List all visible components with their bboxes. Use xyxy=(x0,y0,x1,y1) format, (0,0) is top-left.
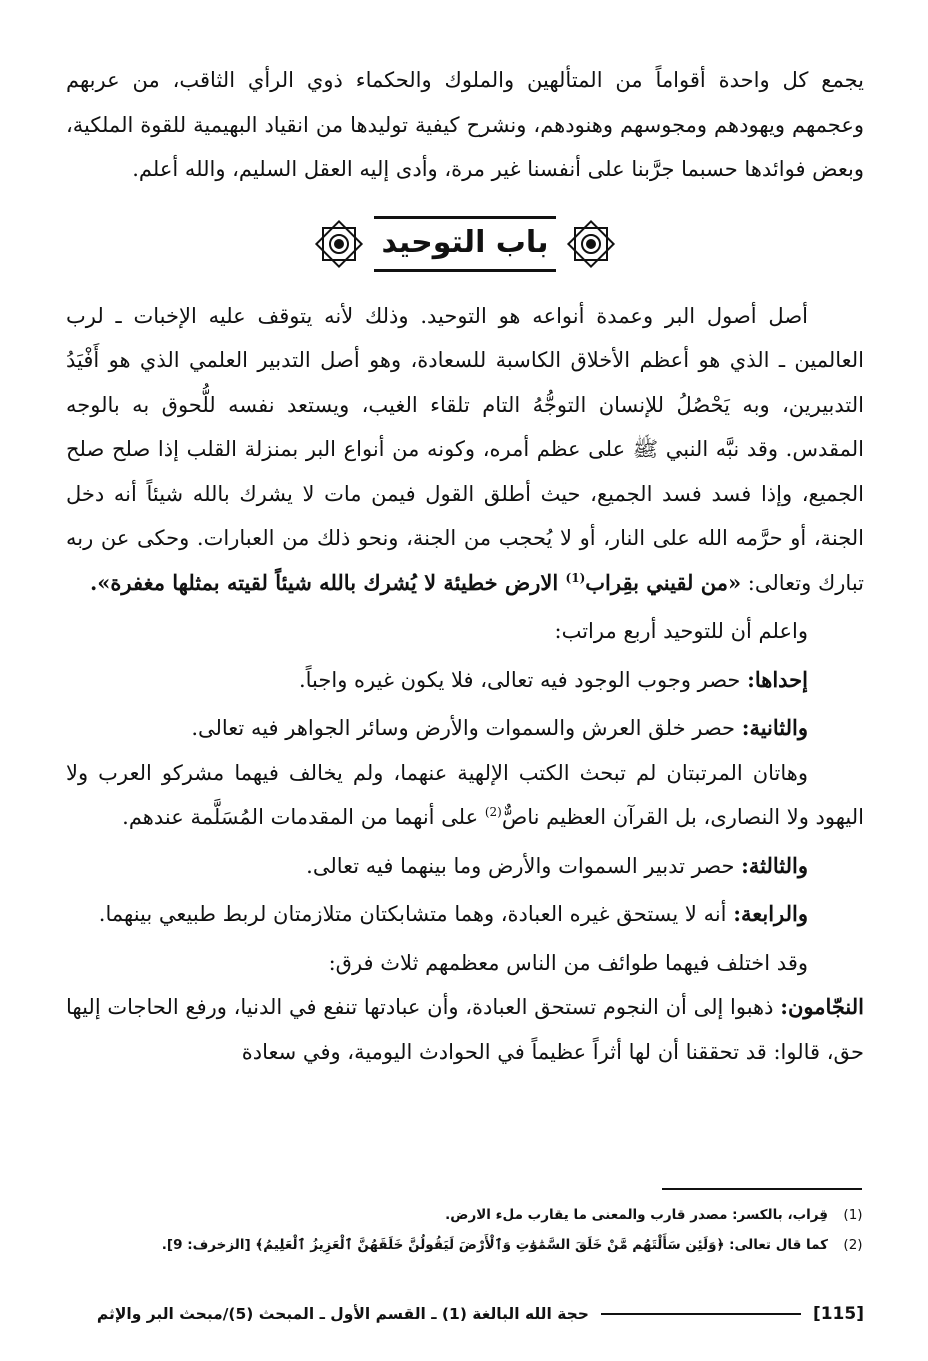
chapter-title: باب التوحيد xyxy=(374,216,557,272)
main-paragraph-text: أصل أصول البر وعمدة أنواعه هو التوحيد. وذلك لأنه يتوقف عليه الإخبات ـ لرب العالمين ـ الذي هو أعظم الأخلاق الكاسبة للسعادة، وهو أصل التدبير العلمي الذي هو أَفْيَدُ التدبيرين، وبه يَحْصُلُ للإنسان التوجُّهُ التام تلقاء الغيب، ويستعد نفسه للُّحوق به بالوجه المقدس. وقد نبَّه النبي ﷺ على عظم أمره، وكونه من أنواع البر بمنزلة القلب إذا صلح صلح الجميع، وإذا فسد فسد الجميع، حيث أطلق القول فيمن مات لا يشرك بالله شيئاً أنه دخل الجنة، أو حرَّمه الله على النار، أو لا يُحجب من الجنة، ونحو ذلك من العبارات. وحكى عن ربه تبارك وتعالى: xyxy=(66,303,864,595)
disagreement-intro: وقد اختلف فيهما طوائف من الناس معظمهم ثلاث فرق: xyxy=(328,950,808,975)
hadith-part-2: الارض خطيئة لا يُشرك بالله شيئاً لقيته بمثلها مغفرة». xyxy=(89,569,566,595)
najjamun-label: النجّامون: xyxy=(780,994,864,1019)
hadith-part-1: «من لقيني بقِراب xyxy=(585,569,742,595)
footnotes xyxy=(66,1200,864,1260)
rank-2-text: حصر خلق العرش والسموات والأرض وسائر الجواهر فيه تعالى. xyxy=(191,716,742,740)
page-number: [115] xyxy=(812,1304,864,1324)
running-title: حجة الله البالغة (1) ـ القسم الأول ـ المبحث (5)/مبحث البر والإثم xyxy=(96,1305,589,1323)
rank-4-text: أنه لا يستحق غيره العبادة، وهما متشابكتان متلازمتان لربط طبيعي بينهما. xyxy=(98,902,734,926)
footnote-2-text: كما قال تعالى: ﴿وَلَئِن سَأَلْتَهُم مَّنْ خَلَقَ السَّمَٰوَٰتِ وَٱلْأَرْضَ لَيَقُولُنَّ خَلَقَهُنَّ ٱلْعَزِيزُ ٱلْعَلِيمُ﴾ [الزخرف: 9]. xyxy=(161,1237,828,1253)
rank-1 xyxy=(66,658,864,703)
footnote-1-marker[interactable]: (1) xyxy=(565,570,586,585)
rank-4-label: والرابعة: xyxy=(733,901,808,926)
footnote-1-number: (1) xyxy=(843,1207,863,1223)
ranks-1-2-comment xyxy=(66,751,864,840)
page-footer xyxy=(66,1296,864,1332)
hadith-quote xyxy=(90,570,741,595)
star-ornament-icon xyxy=(564,217,618,271)
footnote-1-text: قِراب، بالكسر: مصدر قارب والمعنى ما يقارب ملء الارض. xyxy=(445,1207,828,1223)
rank-1-text: حصر وجوب الوجود فيه تعالى، فلا يكون غيره واجباً. xyxy=(298,667,748,692)
rank-3-text: حصر تدبير السموات والأرض وما بينهما فيه تعالى. xyxy=(306,853,742,878)
najjamun-paragraph xyxy=(66,985,864,1074)
rank-2-label: والثانية: xyxy=(741,715,808,740)
ranks-comment-part-1: وهاتان المرتبتان لم تبحث الكتب الإلهية عنهما، ولم يخالف فيهما مشركو العرب ولا اليهود ولا النصارى، بل القرآن العظيم ناصٌّ xyxy=(66,760,864,829)
rank-3 xyxy=(66,844,864,889)
star-ornament-icon xyxy=(312,217,366,271)
rank-1-label: إحداها: xyxy=(747,666,808,692)
rank-2 xyxy=(66,706,864,751)
footnote-2-marker[interactable]: (2) xyxy=(484,805,502,819)
page-body xyxy=(66,58,864,1074)
najjamun-text: ذهبوا إلى أن النجوم تستحق العبادة، وأن عبادتها تنفع في الدنيا، ورفع الحاجات إليها حق، قالوا: قد تحققنا أن لها أثراً عظيماً في الحوادث اليومية، وفي سعادة xyxy=(66,995,864,1064)
footnote-1 xyxy=(66,1200,864,1230)
footnote-2-number: (2) xyxy=(843,1237,863,1253)
rank-3-label: والثالثة: xyxy=(741,852,808,878)
intro-paragraph: يجمع كل واحدة أقواماً من المتألهين والملوك والحكماء ذوي الرأي الثاقب، من عربهم وعجمهم ويهودهم ومجوسهم وهنودهم، ونشرح كيفية توليدها من انقياد البهيمية للقوة الملكية، وبعض فوائدها حسبما جرَّبنا على أنفسنا غير مرة، وأدى إليه العقل السليم، والله أعلم. xyxy=(66,68,864,181)
chapter-heading xyxy=(66,212,864,276)
main-paragraph xyxy=(66,294,864,606)
rank-4 xyxy=(66,892,864,937)
footnote-divider xyxy=(662,1188,862,1190)
ranks-intro: واعلم أن للتوحيد أربع مراتب: xyxy=(554,619,808,643)
footer-rule xyxy=(601,1313,801,1315)
ranks-comment-part-2: على أنهما من المقدمات المُسَلَّمة عندهم. xyxy=(122,805,485,829)
footnote-2 xyxy=(66,1230,864,1260)
